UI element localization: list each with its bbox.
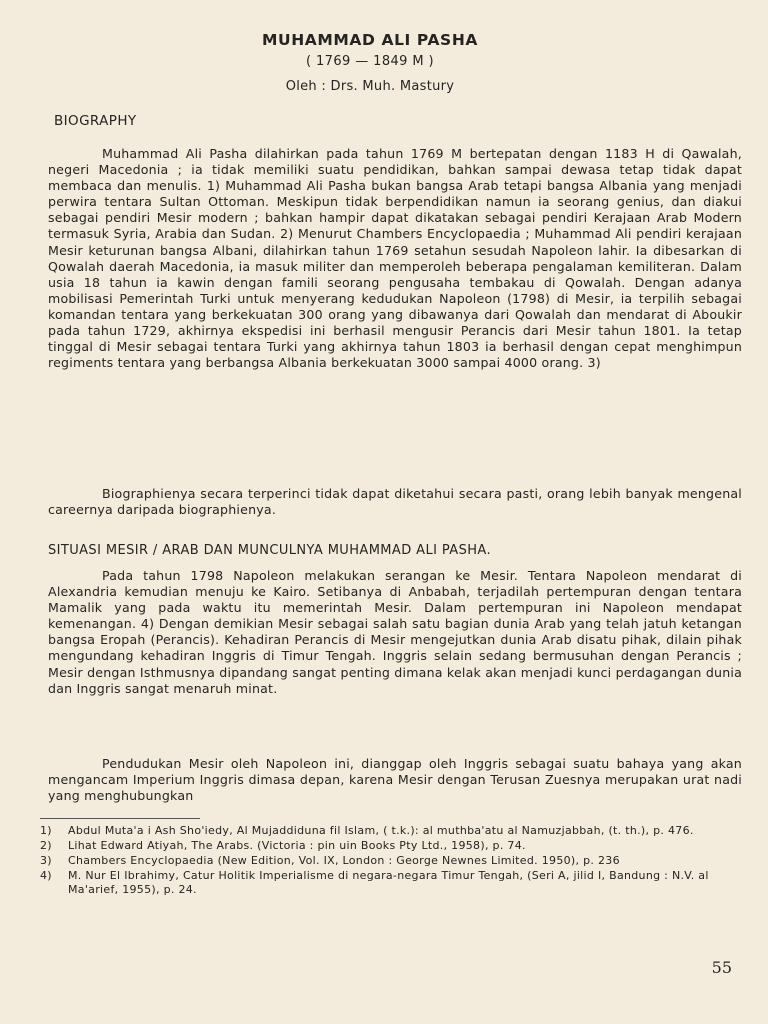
footnote-text: M. Nur El Ibrahimy, Catur Holitik Imperialisme di negara-negara Timur Tengah, (Seri A, jilid I, Bandung : N.V. al Ma'arief, 1955), p. 24. — [68, 869, 709, 896]
biography-heading: BIOGRAPHY — [54, 113, 137, 129]
page-number: 55 — [711, 958, 732, 977]
footnote-2 — [40, 839, 740, 853]
article-title: MUHAMMAD ALI PASHA — [262, 31, 478, 49]
paragraph-text: Muhammad Ali Pasha dilahirkan pada tahun 1769 M bertepatan dengan 1183 H di Qawalah, negeri Macedonia ; ia tidak memiliki suatu pendidikan, bahkan sampai dewasa tetap tidak dapat membaca dan menulis. 1) Muhammad Ali Pasha bukan bangsa Arab tetapi bangsa Albania yang menjadi perwira tentara Sultan Ottoman. Meskipun tidak berpendidikan namun ia seorang genius, dan diakui sebagai pendiri Mesir modern ; bahkan hampir dapat dikatakan sebagai pendiri Kerajaan Arab Modern termasuk Syria, Arabia dan Sudan. 2) Menurut Chambers Encyclopaedia ; Muhammad Ali pendiri kerajaan Mesir keturunan bangsa Albani, dilahirkan tahun 1769 setahun sesudah Napoleon lahir. Ia dibesarkan di Qowalah daerah Macedonia, ia masuk militer dan memperoleh beberapa pengalaman kemiliteran. Dalam usia 18 tahun ia kawin dengan famili seorang pengusaha tembakau di Qowalah. Dengan adanya mobilisasi Pemerintah Turki untuk menyerang kedudukan Napoleon (1798) di Mesir, ia terpilih sebagai komandan tentara yang berkekuatan 300 orang yang dibawanya dari Qowalah dan mendarat di Aboukir pada tahun 1729, akhirnya ekspedisi ini berhasil mengusir Perancis dari Mesir tahun 1801. Ia tetap tinggal di Mesir sebagai tentara Turki yang akhirnya tahun 1803 ia berhasil dengan cepat menghimpun regiments tentara yang berbangsa Albania berkekuatan 3000 sampai 4000 orang. 3) — [48, 146, 742, 371]
situasi-paragraph-1 — [48, 568, 742, 697]
paragraph-text: Pendudukan Mesir oleh Napoleon ini, dianggap oleh Inggris sebagai suatu bahaya yang akan mengancam Imperium Inggris dimasa depan, karena Mesir dengan Terusan Zuesnya merupakan urat nadi yang menghubungkan — [48, 756, 742, 804]
footnote-text: Chambers Encyclopaedia (New Edition, Vol. IX, London : George Newnes Limited. 1950), p. 236 — [68, 854, 620, 867]
paragraph-text: Biographienya secara terperinci tidak dapat diketahui secara pasti, orang lebih banyak mengenal careernya daripada biographienya. — [48, 486, 742, 518]
footnote-1 — [40, 824, 740, 838]
footnotes — [40, 824, 740, 898]
biography-paragraph-2 — [48, 486, 742, 518]
footnote-text: Lihat Edward Atiyah, The Arabs. (Victoria : pin uin Books Pty Ltd., 1958), p. 74. — [68, 839, 526, 852]
footnote-4 — [40, 869, 740, 897]
footnote-number: 3) — [40, 854, 52, 867]
article-author: Oleh : Drs. Muh. Mastury — [285, 79, 455, 94]
footnote-3 — [40, 854, 740, 868]
footnote-number: 2) — [40, 839, 52, 852]
footnote-number: 4) — [40, 869, 52, 882]
footnote-divider — [40, 818, 200, 819]
paragraph-text: Pada tahun 1798 Napoleon melakukan serangan ke Mesir. Tentara Napoleon mendarat di Alexandria kemudian menuju ke Kairo. Setibanya di Anbabah, terjadilah pertempuran dengan tentara Mamalik yang pada waktu itu memerintah Mesir. Dalam pertempuran ini Napoleon mendapat kemenangan. 4) Dengan demikian Mesir sebagai salah satu bagian dunia Arab yang telah jatuh ketangan bangsa Eropah (Perancis). Kehadiran Perancis di Mesir mengejutkan dunia Arab disatu pihak, dilain pihak mengundang kehadiran Inggris di Timur Tengah. Inggris selain sedang bermusuhan dengan Perancis ; Mesir dengan Isthmusnya dipandang sangat penting dimana kelak akan menjadi kunci perdagangan dunia dan Inggris sangat menaruh minat. — [48, 568, 742, 696]
footnote-number: 1) — [40, 824, 52, 837]
biography-paragraph-1 — [48, 146, 742, 371]
situasi-heading: SITUASI MESIR / ARAB DAN MUNCULNYA MUHAMMAD ALI PASHA. — [48, 543, 491, 558]
article-dates: ( 1769 — 1849 M ) — [306, 54, 434, 69]
situasi-paragraph-2 — [48, 756, 742, 804]
article-header — [160, 30, 580, 96]
footnote-text: Abdul Muta'a i Ash Sho'iedy, Al Mujaddiduna fil Islam, ( t.k.): al muthba'atu al Namuzjabbah, (t. th.), p. 476. — [68, 824, 694, 837]
